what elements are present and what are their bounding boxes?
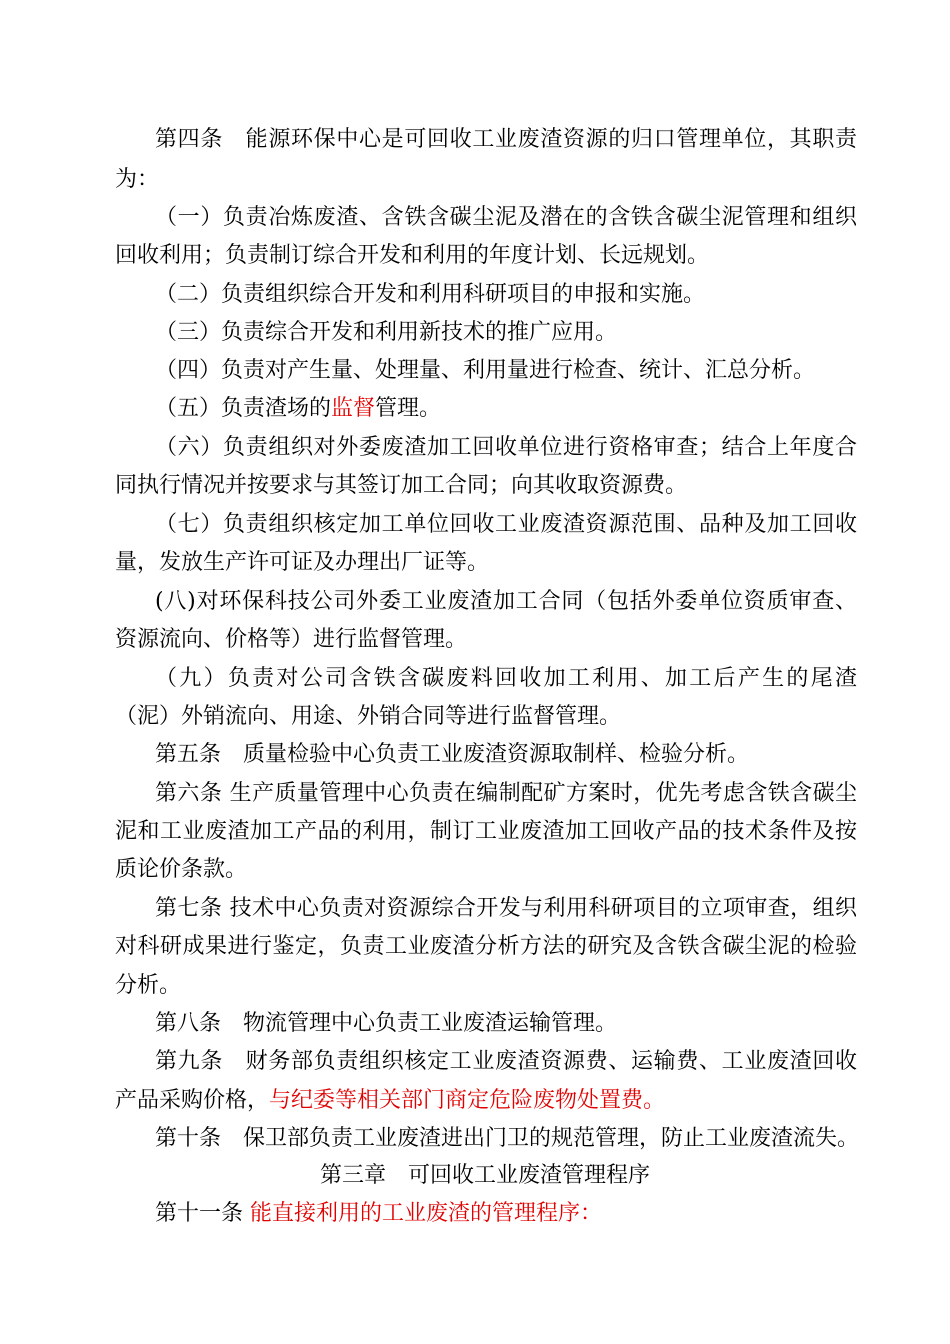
article-6-line-2: 泥和工业废渣加工产品的利用，制订工业废渣加工回收产品的技术条件及按	[115, 819, 857, 844]
item-8-line-2: 资源流向、价格等）进行监督管理。	[115, 627, 468, 652]
item-3: （三）负责综合开发和利用新技术的推广应用。	[155, 320, 618, 345]
article-6-line-1: 第六条 生产质量管理中心负责在编制配矿方案时，优先考虑含铁含碳尘	[155, 781, 857, 806]
item-1-line-1: （一）负责冶炼废渣、含铁含碳尘泥及潜在的含铁含碳尘泥管理和组织	[155, 205, 857, 230]
article-4-line-1: 第四条 能源环保中心是可回收工业废渣资源的归口管理单位，其职责	[155, 127, 857, 152]
item-6-line-2: 同执行情况并按要求与其签订加工合同；向其收取资源费。	[115, 473, 688, 498]
item-5	[155, 394, 441, 424]
item-5-text-a: （五）负责渣场的	[155, 396, 332, 421]
article-5: 第五条 质量检验中心负责工业废渣资源取制样、检验分析。	[155, 742, 750, 767]
item-2: （二）负责组织综合开发和利用科研项目的申报和实施。	[155, 282, 706, 307]
article-11	[155, 1199, 602, 1229]
article-10: 第十条 保卫部负责工业废渣进出门卫的规范管理，防止工业废渣流失。	[155, 1126, 860, 1151]
article-7-line-2: 对科研成果进行鉴定，负责工业废渣分析方法的研究及含铁含碳尘泥的检验	[115, 934, 857, 959]
item-9-line-2: （泥）外销流向、用途、外销合同等进行监督管理。	[115, 704, 622, 729]
item-7-line-2: 量，发放生产许可证及办理出厂证等。	[115, 550, 490, 575]
article-7-line-1: 第七条 技术中心负责对资源综合开发与利用科研项目的立项审查，组织	[155, 896, 857, 921]
item-5-text-b: 管理。	[375, 396, 442, 421]
article-9-highlight: 与纪委等相关部门商定危险废物处置费。	[269, 1088, 666, 1113]
article-11-highlight: 能直接利用的工业废渣的管理程序：	[250, 1201, 603, 1226]
article-9-text: 产品采购价格，	[115, 1088, 270, 1113]
article-9-line-2	[115, 1086, 665, 1116]
item-8-line-1: (八)对环保科技公司外委工业废渣加工合同（包括外委单位资质审查、	[155, 589, 857, 614]
article-7-line-3: 分析。	[115, 973, 182, 998]
item-5-highlight: 监督	[331, 396, 376, 421]
article-4-line-2: 为：	[115, 167, 160, 192]
item-7-line-1: （七）负责组织核定加工单位回收工业废渣资源范围、品种及加工回收	[155, 512, 857, 537]
article-6-line-3: 质论价条款。	[115, 857, 248, 882]
item-9-line-1: （九）负责对公司含铁含碳废料回收加工利用、加工后产生的尾渣	[155, 666, 857, 691]
article-8: 第八条 物流管理中心负责工业废渣运输管理。	[155, 1011, 618, 1036]
chapter-3-heading: 第三章 可回收工业废渣管理程序	[320, 1163, 651, 1188]
item-6-line-1: （六）负责组织对外委废渣加工回收单位进行资格审查；结合上年度合	[155, 435, 857, 460]
article-11-label: 第十一条	[155, 1201, 250, 1226]
item-1-line-2: 回收利用；负责制订综合开发和利用的年度计划、长远规划。	[115, 243, 710, 268]
article-9-line-1: 第九条 财务部负责组织核定工业废渣资源费、运输费、工业废渣回收	[155, 1049, 857, 1074]
item-4: （四）负责对产生量、处理量、利用量进行检查、统计、汇总分析。	[155, 358, 816, 383]
